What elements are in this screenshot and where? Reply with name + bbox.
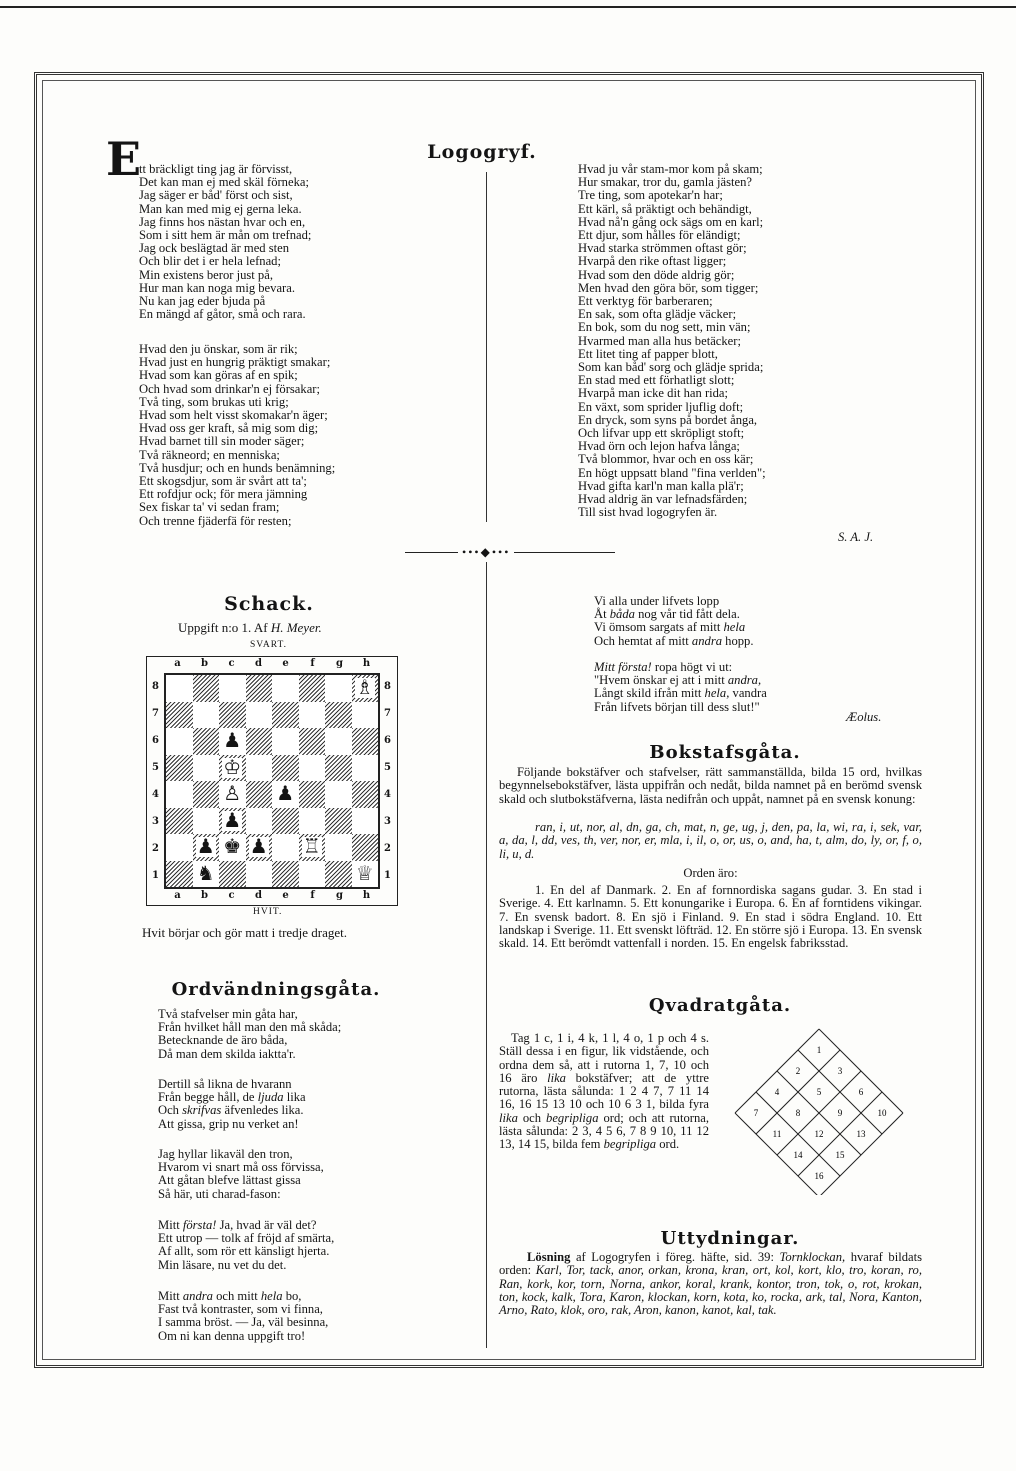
rank-label: 4 <box>152 789 159 800</box>
board-square <box>219 781 246 808</box>
chess-piece-icon: ♕ <box>355 862 374 885</box>
diamond-cell-number: 8 <box>795 1108 801 1118</box>
board-square <box>299 675 326 702</box>
diamond-cell-number: 13 <box>856 1129 866 1139</box>
board-square <box>166 755 193 782</box>
file-label: h <box>362 890 371 901</box>
rank-label: 3 <box>152 816 159 827</box>
rank-label: 5 <box>384 762 391 773</box>
column-divider-bottom <box>486 562 487 1348</box>
logogryf-title: Logogryf. <box>427 141 537 163</box>
rank-label: 2 <box>384 843 391 854</box>
file-label: f <box>310 658 315 669</box>
board-square <box>193 702 220 729</box>
board-square <box>352 728 379 755</box>
board-square <box>219 728 246 755</box>
qvadrat-title: Qvadratgåta. <box>648 995 792 1016</box>
board-square <box>299 781 326 808</box>
charad-line6a: "Hvem önskar ej att i mitt <box>594 673 728 688</box>
rank-label: 5 <box>152 762 159 773</box>
chessboard <box>164 673 380 889</box>
uttydningar-words: Karl, Tor, tack, anor, orkan, krona, kran, ort, kol, kort, klo, tro, koran, ro, Ran, kork, kor, torn, Norna, ankor, koral, krank, kontor, tron, tok, o, rot, krokan, ton, kock, kalk, Tora, Karon, klockan, korn, kota, ko, rocka, ark, tal, Nora, Kanton, Arno, Rato, klok, oro, rak, Aron, kanon, kanot, kal, tak. <box>499 1263 922 1318</box>
ordvandning-s2-line3b: skrifvas <box>182 1103 222 1118</box>
file-label: a <box>174 658 181 669</box>
board-square <box>352 781 379 808</box>
file-label: f <box>310 890 315 901</box>
bokstafs-syllables: ran, i, ut, nor, al, dn, ga, ch, mat, n, ge, ug, j, den, pa, la, wi, ra, i, sek, var, a, da, l, dd, ves, th, ver, nor, er, mla, i, il, o, or, us, o, and, ha, t, alm, do, ly, or, f, o, li, u, d. <box>499 820 922 861</box>
chess-piece-icon: ♙ <box>223 783 242 806</box>
chess-piece-icon: ♟ <box>196 836 215 859</box>
logogryf-left-stanza-2: Hvad den ju önskar, som är rik; Hvad just en hungrig präktigt smakar; Hvad som kan göras af en spik; Och hvad som drinkar'n ej försakar; Två ting, som brukas uti krig; Hvad som helt visst skomakar'n äger; Hvad oss ger kraft, så mig som dig; Hvad barnet till sin moder säger; Två räkneord; en menniska; Två husdjur; och en hunds benämning; Ett skogsdjur, som är svårt att ta'; Ett rofdjur ock; för mera jämning Sex fiskar ta' vi sedan fram; Och trenne fjäderfä för resten; <box>139 342 336 528</box>
chess-piece-icon: ♔ <box>223 756 242 779</box>
diamond-cell-number: 10 <box>877 1108 887 1118</box>
uttydningar-lead: Lösning <box>527 1250 571 1264</box>
board-square <box>246 702 273 729</box>
ordvandning-s4-line1b: första! <box>182 1218 217 1232</box>
rank-label: 8 <box>384 681 391 692</box>
file-label: e <box>282 658 289 669</box>
diamond-cell-number: 14 <box>793 1150 803 1160</box>
board-square <box>325 675 352 702</box>
diamond-cell-number: 3 <box>837 1066 843 1076</box>
charad-line7c: vandra <box>729 686 767 701</box>
ordvandning-s5-rest: Fast två kontraster, som vi finna, I samma bröst. — Ja, väl besinna, Om ni kan denna uppgift tro! <box>158 1302 329 1343</box>
rank-labels-right <box>384 673 391 889</box>
charad-signature: Æolus. <box>846 710 882 724</box>
qvadrat-text-c: bokstäfver; att de yttre rutorna, lästa sålunda: 1 2 4 7, 7 11 14 16, 16 15 13 10 och 10 6 3 1, bilda fyra <box>499 1070 709 1112</box>
board-square <box>299 755 326 782</box>
schack-task-line <box>178 620 322 636</box>
chess-piece-icon: ♟ <box>249 836 268 859</box>
charad-line2b: båda <box>609 607 635 622</box>
ordvandning-s2-line2a: Från begge håll, de <box>158 1090 258 1105</box>
ordvandning-stanza-2 <box>158 1078 306 1131</box>
board-square <box>352 675 379 702</box>
ordvandning-stanza-4 <box>158 1219 334 1272</box>
board-square <box>325 728 352 755</box>
diamond-cell-number: 16 <box>814 1171 824 1181</box>
qvadrat-text-g: ord; och att rutorna, lästa sålunda: 2 3, 4 5 6, 7 8 9 10, 11 12 13, 14 15, bilda fem <box>499 1110 709 1152</box>
board-square <box>219 755 246 782</box>
board-square <box>246 834 273 861</box>
charad-line3b: hela <box>723 620 746 635</box>
ordvandning-s5-line1b: andra <box>182 1289 213 1303</box>
board-square <box>246 755 273 782</box>
diamond-cell-number: 9 <box>837 1108 843 1118</box>
diamond-cell-number: 12 <box>814 1129 824 1139</box>
board-square <box>325 755 352 782</box>
board-square <box>246 781 273 808</box>
board-square <box>325 861 352 888</box>
charad-line2a: Åt <box>594 607 610 622</box>
logogryf-signature: S. A. J. <box>838 530 874 544</box>
bokstafs-title: Bokstafsgåta. <box>649 742 801 763</box>
schack-caption: Hvit börjar och gör matt i tredje draget. <box>142 925 348 940</box>
board-square <box>272 808 299 835</box>
charad-line3a: Vi ömsom sargats af mitt <box>594 620 724 635</box>
qvadrat-diamond-figure <box>733 1025 913 1195</box>
diamond-cell-number: 15 <box>835 1150 845 1160</box>
qvadrat-text <box>499 1032 709 1152</box>
charad-line2c: nog vår tid fått dela. <box>634 607 740 622</box>
board-square <box>193 861 220 888</box>
file-label: g <box>336 890 343 901</box>
board-square <box>166 808 193 835</box>
board-square <box>352 834 379 861</box>
qvadrat-text-h: begripliga <box>603 1137 657 1152</box>
charad-line1: Vi alla under lifvets lopp <box>594 594 720 608</box>
ordvandning-s4-line1a: Mitt <box>158 1218 183 1232</box>
drop-cap-letter: E <box>106 132 142 186</box>
board-square <box>166 702 193 729</box>
uttydningar-answer: Tornklockan, <box>779 1250 846 1264</box>
bokstafs-order-heading: Orden äro: <box>683 866 738 880</box>
black-side-label: SVART. <box>250 640 288 650</box>
ordvandning-stanza-5 <box>158 1290 328 1343</box>
chess-piece-icon: ♚ <box>223 836 242 859</box>
qvadrat-text-a: Tag 1 c, 1 i, 4 k, 1 l, 4 o, 1 p och 4 s. Ställ dessa i en figur, lik vidstående, och ordna dem så, att i rutorna 1, 7, 10 och 16 äro <box>499 1031 709 1085</box>
file-labels-bottom <box>164 890 380 901</box>
charad-stanza-1 <box>594 595 754 648</box>
file-label: b <box>201 658 208 669</box>
logogryf-left-stanza-1: tt bräckligt ting jag är förvisst, Det kan man ej med skäl förneka; Jag säger er båd' först och sist, Man kan med mig ej gerna leka. Jag finns hos nästan hvar och en, Som i sitt hem är mån om trefnad; Jag ock beslägtad är med sten Och blir det i er hela lefnad; Min existens beror just på, Hur man kan noga mig bevara. Nu kan jag eder bjuda på En mängd af gåtor, små och rara. <box>139 162 312 322</box>
qvadrat-text-e: och <box>517 1110 547 1125</box>
file-label: b <box>201 890 208 901</box>
board-square <box>193 781 220 808</box>
board-square <box>272 781 299 808</box>
rank-labels-left <box>152 673 159 889</box>
diamond-cell-number: 6 <box>858 1087 864 1097</box>
charad-line4a: Och hemtat af mitt <box>594 633 692 648</box>
ordvandning-title: Ordvändningsgåta. <box>171 979 381 1000</box>
rank-label: 7 <box>152 708 159 719</box>
qvadrat-text-b: lika <box>547 1070 566 1085</box>
board-square <box>325 781 352 808</box>
board-square <box>325 834 352 861</box>
board-square <box>246 675 273 702</box>
rank-label: 1 <box>384 870 391 881</box>
board-square <box>246 728 273 755</box>
board-square <box>352 861 379 888</box>
ordvandning-s4-rest: Ett utrop — tolk af fröjd af smärta, Af allt, som rör ett känsligt hjerta. Min läsare, nu vet du det. <box>158 1231 335 1272</box>
diamond-cell-number: 7 <box>753 1108 759 1118</box>
diamond-cell-number: 4 <box>774 1087 780 1097</box>
charad-line4c: hopp. <box>722 633 754 648</box>
schack-task-author: H. Meyer. <box>270 620 322 635</box>
ordvandning-s2-line2c: lika <box>283 1090 306 1105</box>
charad-line7b: hela, <box>704 686 730 701</box>
file-label: d <box>255 890 262 901</box>
board-square <box>299 861 326 888</box>
white-side-label: HVIT. <box>253 907 283 917</box>
file-label: c <box>228 658 235 669</box>
board-square <box>272 675 299 702</box>
charad-line8: Från lifvets början till dess slut!" <box>594 699 760 714</box>
chess-piece-icon: ♗ <box>355 677 374 700</box>
logogryf-right-stanza: Hvad ju vår stam-mor kom på skam; Hur smakar, tror du, gamla jästen? Tre ting, som apotekar'n har; Ett kärl, så präktigt och behändigt, Hvad nå'n gång ock sägs om en karl; Ett djur, som hålles för eländigt; Hvad starka strömmen oftast gör; Hvarpå den rike oftast ligger; Hvad som den döde aldrig gör; Men hvad den göra bör, som tigger; Ett verktyg för barberaren; En sak, som ofta glädje väcker; En bok, som du nog sett, min vän; Hvarmed man alla hus betäcker; Ett litet ting af papper blott, Som kan båd' sorg och glädje sprida; En stad med ett förhatligt slott; Hvarpå man icke dit han rida; En växt, som sprider ljuflig doft; En dryck, som syns på bordet ånga, Och lifvar upp ett skröpligt stoft; Hvad örn och lejon hafva långa; Två blommor, hvar och en oss kär; En högt uppsatt bland "fina verlden"; Hvad gifta karl'n man kalla plä'r; Hvad aldrig än var lefnadsfärden; Till sist hvad logogryfen är. <box>578 162 766 520</box>
rank-label: 6 <box>152 735 159 746</box>
board-square <box>219 808 246 835</box>
board-square <box>352 755 379 782</box>
schack-task-prefix: Uppgift n:o 1. Af <box>178 620 271 635</box>
uttydningar-title: Uttydningar. <box>660 1228 800 1249</box>
bokstafs-order-text: 1. En del af Danmark. 2. En af fornnordiska sagans gudar. 3. En stad i Sverige. 4. Ett karlnamn. 5. Ett konungarike i Europa. 6. En af forntidens vikingar. 7. En svensk badort. 8. En sjö i Finland. 9. En stad i södra England. 10. Ett landskap i Sverige. 11. Ett svenskt löfträd. 12. En större sjö i Europa. 13. En svensk skald. 14. Ett berömdt vattenfall i norden. 15. En engelsk fabriksstad. <box>499 883 922 951</box>
file-labels-top <box>164 658 380 669</box>
board-square <box>352 808 379 835</box>
board-square <box>193 834 220 861</box>
board-square <box>299 808 326 835</box>
ordvandning-s5-line1a: Mitt <box>158 1289 183 1303</box>
board-square <box>299 702 326 729</box>
charad-line5b: ropa högt vi ut: <box>651 660 733 674</box>
board-square <box>272 728 299 755</box>
board-square <box>166 728 193 755</box>
board-square <box>246 808 273 835</box>
charad-stanza-2 <box>594 661 767 714</box>
board-square <box>272 861 299 888</box>
file-label: c <box>228 890 235 901</box>
top-rule <box>0 6 1016 8</box>
charad-line6b: andra, <box>727 673 762 688</box>
charad-line7a: Långt skild ifrån mitt <box>594 686 705 701</box>
board-square <box>166 675 193 702</box>
diamond-cell-number: 5 <box>816 1087 822 1097</box>
separator-ornament: •••◆••• <box>458 545 514 560</box>
board-square <box>219 834 246 861</box>
ordvandning-s2-line2b: ljuda <box>257 1090 284 1105</box>
ordvandning-stanza-1: Två stafvelser min gåta har, Från hvilket håll man den må skåda; Betecknande de äro båda, Då man dem skilda iaktta'r. <box>158 1007 342 1061</box>
ordvandning-s4-line1c: Ja, hvad är väl det? <box>216 1218 317 1232</box>
uttydningar-text <box>499 1251 922 1317</box>
rank-label: 8 <box>152 681 159 692</box>
chess-piece-icon: ♖ <box>302 836 321 859</box>
file-label: g <box>336 658 343 669</box>
uttydningar-text-b: hvaraf bildats orden: <box>499 1250 922 1278</box>
qvadrat-text-i: ord. <box>656 1137 680 1152</box>
board-square <box>299 728 326 755</box>
qvadrat-text-d: lika <box>499 1110 518 1125</box>
board-square <box>193 728 220 755</box>
file-label: e <box>282 890 289 901</box>
board-square <box>246 861 273 888</box>
chess-piece-icon: ♞ <box>196 862 215 885</box>
board-square <box>219 861 246 888</box>
column-divider-top <box>486 172 487 522</box>
rank-label: 4 <box>384 789 391 800</box>
board-square <box>219 702 246 729</box>
board-square <box>299 834 326 861</box>
schack-title: Schack. <box>224 593 314 615</box>
chess-piece-icon: ♟ <box>223 730 242 753</box>
ordvandning-s2-line3c: äfvenledes lika. <box>221 1103 304 1118</box>
charad-line4b: andra <box>691 633 723 648</box>
ordvandning-s5-line1d: hela <box>260 1289 283 1303</box>
rank-label: 2 <box>152 843 159 854</box>
ordvandning-s2-line3a: Och <box>158 1103 183 1118</box>
file-label: d <box>255 658 262 669</box>
ordvandning-s5-line1c: och mitt <box>212 1289 261 1303</box>
board-square <box>352 702 379 729</box>
rank-label: 1 <box>152 870 159 881</box>
board-square <box>166 834 193 861</box>
qvadrat-text-f: begripliga <box>546 1110 599 1125</box>
board-square <box>325 808 352 835</box>
ordvandning-s2-line4: Att gissa, grip nu verket an! <box>158 1116 299 1131</box>
rank-label: 3 <box>384 816 391 827</box>
board-square <box>166 781 193 808</box>
chess-piece-icon: ♟ <box>223 809 242 832</box>
board-square <box>272 702 299 729</box>
ordvandning-s5-line1e: bo, <box>282 1289 302 1303</box>
uttydningar-text-a: af Logogryfen i föreg. häfte, sid. 39: <box>570 1250 780 1264</box>
board-square <box>325 702 352 729</box>
board-square <box>272 755 299 782</box>
rank-label: 7 <box>384 708 391 719</box>
board-square <box>193 675 220 702</box>
ordvandning-stanza-3: Jag hyllar likaväl den tron, Hvarom vi snart må oss förvissa, Att gåtan blefve lättast gissa Så här, uti charad-fason: <box>158 1147 324 1201</box>
charad-line5a: Mitt första! <box>594 660 652 674</box>
file-label: h <box>362 658 371 669</box>
diamond-cell-number: 11 <box>772 1129 782 1139</box>
ordvandning-s2-line1: Dertill så likna de hvarann <box>158 1077 292 1091</box>
rank-label: 6 <box>384 735 391 746</box>
diamond-cell-number: 1 <box>816 1045 822 1055</box>
board-square <box>166 861 193 888</box>
diamond-cell-number: 2 <box>795 1066 801 1076</box>
file-label: a <box>174 890 181 901</box>
board-square <box>272 834 299 861</box>
board-square <box>193 808 220 835</box>
board-square <box>193 755 220 782</box>
board-square <box>219 675 246 702</box>
bokstafs-intro: Följande bokstäfver och stafvelser, rätt sammanställda, bilda 15 ord, hvilkas begynnelsebokstäfver, lästa uppifrån och nedåt, bilda namnet på en berömd svensk skald och slutbokstäfverna, lästa nedifrån och uppåt, namnet på en svensk konung: <box>499 765 922 806</box>
chess-piece-icon: ♟ <box>276 783 295 806</box>
